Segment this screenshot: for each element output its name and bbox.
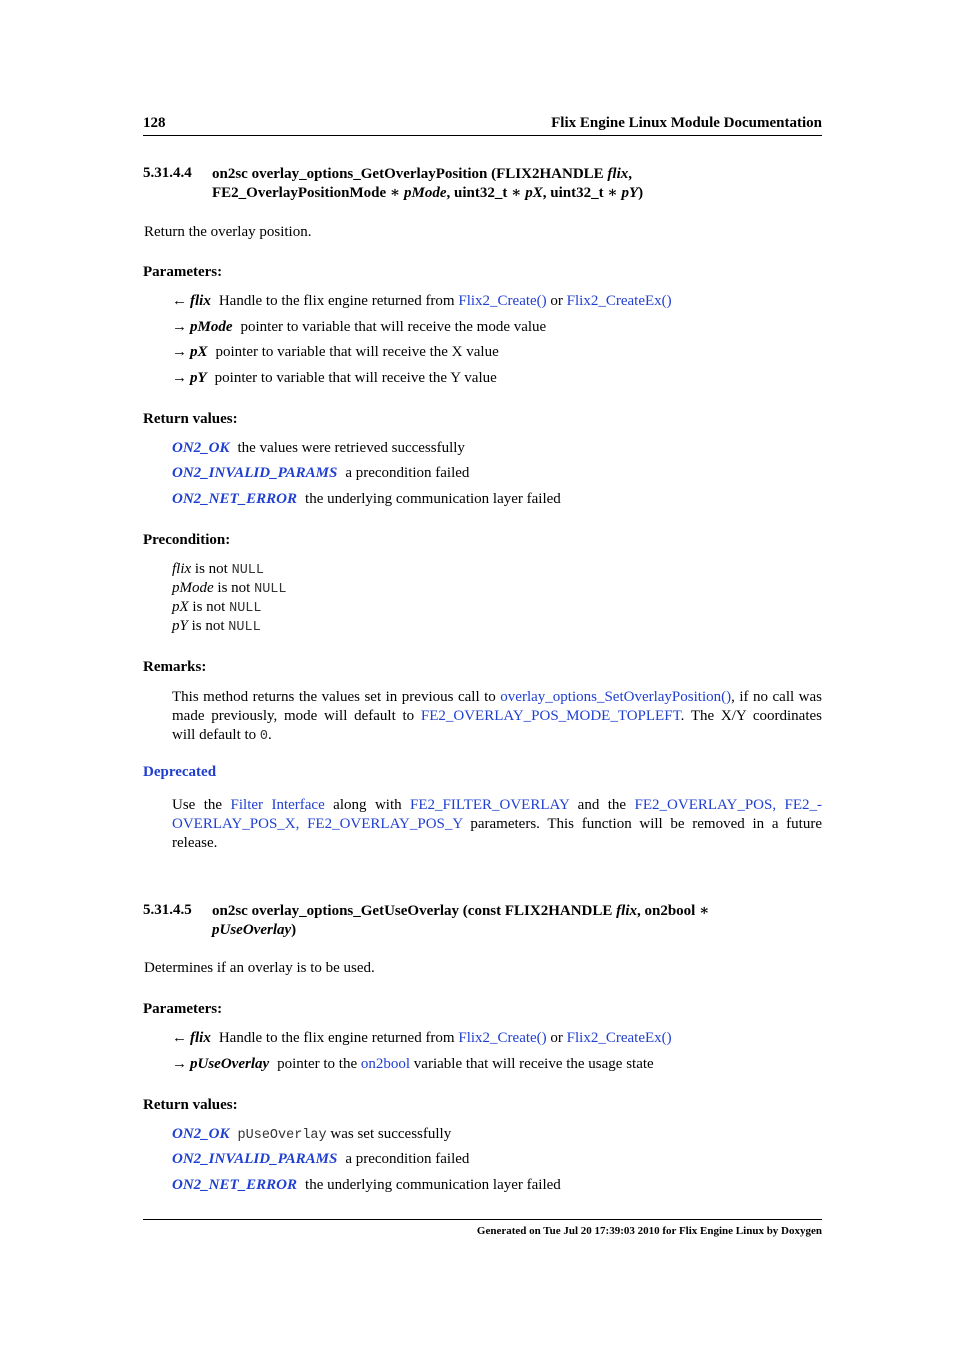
remarks-text: This method returns the values set in previous call to overlay_options_SetOverlayPosition(), if no call was made previously, mode will default to FE2_OVERLAY_POS_MODE_TOPLEFT. The X/Y coordinates will default to 0. <box>172 689 823 744</box>
return-row: ON2_OK pUseOverlay was set successfully <box>172 1126 452 1143</box>
section-number: 5.31.4.4 <box>143 165 192 181</box>
footer-divider <box>143 1219 822 1220</box>
section-description: Return the overlay position. <box>144 224 312 240</box>
return-values-label: Return values: <box>143 411 238 427</box>
page-footer: Generated on Tue Jul 20 17:39:03 2010 for Flix Engine Linux by Doxygen <box>476 1225 822 1237</box>
deprecated-link[interactable]: Deprecated <box>143 764 217 780</box>
link-on2bool[interactable]: on2bool <box>360 1056 411 1072</box>
parameters-label: Parameters: <box>143 264 223 280</box>
link-flix2-create[interactable]: Flix2_Create() <box>458 1030 547 1046</box>
page-header <box>143 113 822 136</box>
link-on2-ok[interactable]: ON2_OK <box>172 1126 230 1142</box>
document-title: Flix Engine Linux Module Documentation <box>551 115 822 131</box>
link-pos-mode-topleft[interactable]: FE2_OVERLAY_POS_MODE_TOPLEFT <box>420 708 681 724</box>
param-row: ← flix Handle to the flix engine returned from Flix2_Create() or Flix2_CreateEx() <box>172 293 672 309</box>
param-row: → pY pointer to variable that will receive the Y value <box>172 370 497 386</box>
return-row: ON2_NET_ERROR the underlying communication layer failed <box>172 1177 561 1193</box>
return-row: ON2_OK the values were retrieved successfully <box>172 440 465 456</box>
precondition-label: Precondition: <box>143 532 231 548</box>
section-description: Determines if an overlay is to be used. <box>144 960 375 976</box>
link-on2-net-error[interactable]: ON2_NET_ERROR <box>172 1177 298 1193</box>
link-filter-interface[interactable]: Filter Interface <box>230 797 325 813</box>
param-row: ← flix Handle to the flix engine returned from Flix2_Create() or Flix2_CreateEx() <box>172 1030 672 1046</box>
link-on2-net-error[interactable]: ON2_NET_ERROR <box>172 491 298 507</box>
param-row: → pMode pointer to variable that will receive the mode value <box>172 319 547 335</box>
link-flix2-createex[interactable]: Flix2_CreateEx() <box>566 293 672 309</box>
link-set-overlay-position[interactable]: overlay_options_SetOverlayPosition() <box>500 689 732 705</box>
link-on2-ok[interactable]: ON2_OK <box>172 440 230 456</box>
link-fe2-overlay-pos-params[interactable]: FE2_OVERLAY_POS, FE2_-OVERLAY_POS_X, FE2_OVERLAY_POS_Y <box>172 797 823 832</box>
precondition-item: pMode is not NULL <box>172 580 287 597</box>
return-values-label: Return values: <box>143 1097 238 1113</box>
return-row: ON2_INVALID_PARAMS a precondition failed <box>172 465 470 481</box>
link-fe2-filter-overlay[interactable]: FE2_FILTER_OVERLAY <box>410 797 570 813</box>
parameters-label: Parameters: <box>143 1001 223 1017</box>
section-title: on2sc overlay_options_GetOverlayPosition (FLIX2HANDLE flix, FE2_OverlayPositionMode ∗ pMode, uint32_t ∗ pX, uint32_t ∗ pY) <box>212 166 644 201</box>
link-on2-invalid-params[interactable]: ON2_INVALID_PARAMS <box>172 1151 338 1167</box>
return-row: ON2_INVALID_PARAMS a precondition failed <box>172 1151 470 1167</box>
precondition-item: pY is not NULL <box>172 618 261 635</box>
section-title: on2sc overlay_options_GetUseOverlay (const FLIX2HANDLE flix, on2bool ∗ pUseOverlay) <box>212 903 710 938</box>
deprecated-text: Use the Filter Interface along with FE2_FILTER_OVERLAY and the FE2_OVERLAY_POS, FE2_-OVERLAY_POS_X, FE2_OVERLAY_POS_Y parameters. This function will be removed in a future release. <box>172 797 823 851</box>
page-number: 128 <box>143 115 166 131</box>
return-row: ON2_NET_ERROR the underlying communication layer failed <box>172 491 561 507</box>
section-number: 5.31.4.5 <box>143 902 192 918</box>
precondition-item: flix is not NULL <box>172 561 265 578</box>
param-row: → pUseOverlay pointer to the on2bool variable that will receive the usage state <box>172 1056 654 1072</box>
link-flix2-createex[interactable]: Flix2_CreateEx() <box>566 1030 672 1046</box>
precondition-item: pX is not NULL <box>172 599 262 616</box>
param-row: → pX pointer to variable that will receive the X value <box>172 344 499 360</box>
link-flix2-create[interactable]: Flix2_Create() <box>458 293 547 309</box>
remarks-label: Remarks: <box>143 659 207 675</box>
link-on2-invalid-params[interactable]: ON2_INVALID_PARAMS <box>172 465 338 481</box>
